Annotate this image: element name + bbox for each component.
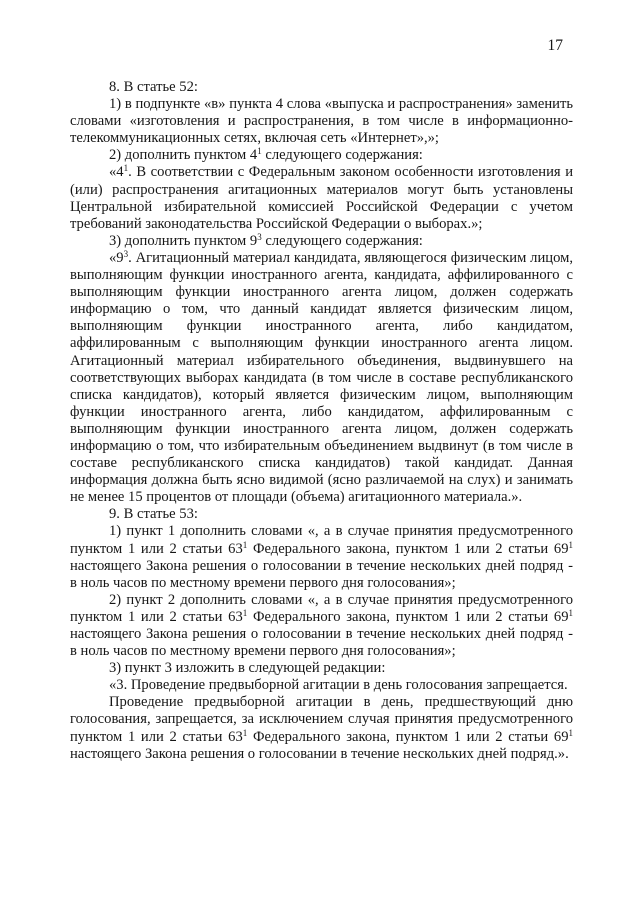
text-run: настоящего Закона решения о голосовании в течение нескольких дней подряд.». xyxy=(70,745,569,762)
text-run: 1) пункт 1 дополнить словами «, а в случае принятия предусмотренного пунктом 1 или 2 статьи 63 xyxy=(70,523,573,557)
text-run: настоящего Закона решения о голосовании в течение нескольких дней подряд - в ноль часов по местному времени первого дня голосования»; xyxy=(70,557,573,591)
text-run: . Агитационный материал кандидата, являющегося физическим лицом, выполняющим функции иностранного агента, кандидата, аффилированного с выполняющим функции иностранного агента лицом, должен содержать информацию о том, что данный кандидат является физическим лицом, выполняющим функции иностранного агента, либо кандидатом, аффилированным с выполняющим функции иностранного агента лицом. Агитационный материал избирательного объединения, выдвинувшего на соответствующих выборах кандидата (в том числе в составе республиканского списка кандидатов), который является физическим лицом, выполняющим функции иностранного агента, либо кандидатом, аффилированным с выполняющим функции иностранного агента лицом, должен содержать информацию о том, что избирательным объединением выдвинут (в том числе в составе республиканского списка кандидатов) такой кандидат. Данная информация должна быть ясно видимой (ясно различаемой на слух) и занимать не менее 15 процентов от площади (объема) агитационного материала.». xyxy=(70,249,573,506)
text-run: следующего содержания: xyxy=(261,232,423,249)
text-run: следующего содержания: xyxy=(261,147,423,164)
text-run: 2) пункт 2 дополнить словами «, а в случае принятия предусмотренного пунктом 1 или 2 статьи 63 xyxy=(70,591,573,625)
paragraph-item-2-art53 xyxy=(70,592,573,660)
text-run: Федерального закона, пунктом 1 или 2 статьи 69 xyxy=(247,540,569,557)
paragraph-point-3-text: «3. Проведение предвыборной агитации в день голосования запрещается. xyxy=(109,677,568,694)
superscript: 1 xyxy=(568,727,573,738)
superscript: 1 xyxy=(568,607,573,618)
text-run: «9 xyxy=(109,249,124,266)
superscript: 1 xyxy=(568,539,573,550)
text-run: настоящего Закона решения о голосовании в течение нескольких дней подряд - в ноль часов по местному времени первого дня голосования»; xyxy=(70,626,573,660)
text-run: Федерального закона, пунктом 1 или 2 статьи 69 xyxy=(247,728,569,745)
paragraph-point-3-continued xyxy=(70,694,573,762)
paragraph-item-1: 1) в подпункте «в» пункта 4 слова «выпуска и распространения» заменить словами «изготовления и распространения, в том числе в информационно-телекоммуникационных сетях, включая сеть «Интернет»,»; xyxy=(70,96,573,147)
paragraph-item-2 xyxy=(70,147,573,164)
text-run: . В соответствии с Федеральным законом особенности изготовления и (или) распространения агитационных материалов могут быть установлены Центральной избирательной комиссией Российской Федерации с учетом требований законодательства Российской Федерации о выборах.»; xyxy=(70,164,573,232)
document-body xyxy=(70,79,573,763)
superscript: 1 xyxy=(123,163,129,174)
section-heading-article-52: 8. В статье 52: xyxy=(109,79,198,95)
page-number: 17 xyxy=(547,37,563,54)
superscript: 3 xyxy=(257,231,262,242)
paragraph-point-4-1 xyxy=(70,164,573,232)
section-heading-article-53: 9. В статье 53: xyxy=(109,506,198,523)
superscript: 1 xyxy=(242,727,248,738)
paragraph-item-3 xyxy=(70,233,573,250)
superscript: 3 xyxy=(123,248,129,259)
paragraph-point-9-3 xyxy=(70,250,573,506)
superscript: 1 xyxy=(242,539,248,550)
text-run: «4 xyxy=(109,164,124,181)
superscript: 1 xyxy=(257,146,262,157)
paragraph-item-3-art53: 3) пункт 3 изложить в следующей редакции: xyxy=(109,660,386,677)
superscript: 1 xyxy=(242,607,248,618)
paragraph-item-1-art53 xyxy=(70,523,573,591)
text-run: 2) дополнить пунктом 4 xyxy=(109,147,258,164)
text-run: Проведение предвыборной агитации в день, предшествующий дню голосования, запрещается, за исключением случая принятия предусмотренного пунктом 1 или 2 статьи 63 xyxy=(70,694,573,745)
text-run: 3) дополнить пунктом 9 xyxy=(109,232,258,249)
text-run: Федерального закона, пунктом 1 или 2 статьи 69 xyxy=(247,608,569,625)
